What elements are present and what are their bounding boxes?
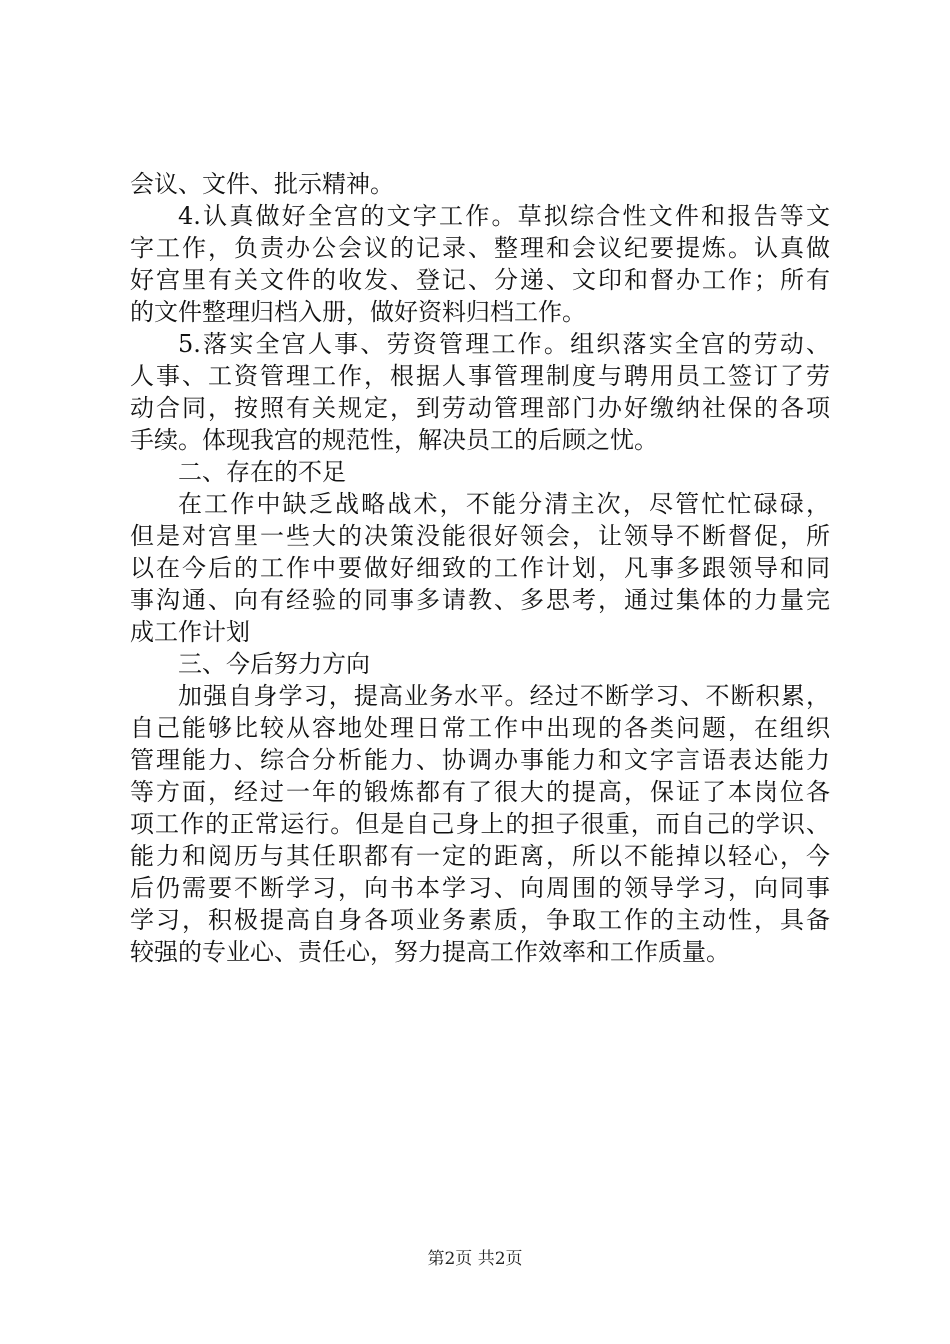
text-line: 学习，积极提高自身各项业务素质，争取工作的主动性，具备 (130, 906, 830, 934)
text-line: 项工作的正常运行。但是自己身上的担子很重，而自己的学识、 (130, 810, 830, 838)
text-line: 字工作，负责办公会议的记录、整理和会议纪要提炼。认真做 (130, 234, 830, 262)
text-line: 会议、文件、批示精神。 (130, 170, 394, 198)
text-line: 等方面，经过一年的锻炼都有了很大的提高，保证了本岗位各 (130, 778, 830, 806)
text-line: 但是对宫里一些大的决策没能很好领会，让领导不断督促，所 (130, 522, 830, 550)
text-line: 好宫里有关文件的收发、登记、分递、文印和督办工作；所有 (130, 266, 830, 294)
text-line: 5.落实全宫人事、劳资管理工作。组织落实全宫的劳动、 (178, 330, 830, 358)
section-heading: 三、今后努力方向 (178, 650, 370, 678)
text-line: 的文件整理归档入册，做好资料归档工作。 (130, 298, 586, 326)
text-line: 动合同，按照有关规定，到劳动管理部门办好缴纳社保的各项 (130, 394, 830, 422)
text-line: 在工作中缺乏战略战术，不能分清主次，尽管忙忙碌碌， (178, 490, 830, 518)
text-line: 较强的专业心、责任心，努力提高工作效率和工作质量。 (130, 938, 730, 966)
text-line: 以在今后的工作中要做好细致的工作计划，凡事多跟领导和同 (130, 554, 830, 582)
section-heading: 二、存在的不足 (178, 458, 346, 486)
text-line: 能力和阅历与其任职都有一定的距离，所以不能掉以轻心，今 (130, 842, 830, 870)
text-line: 人事、工资管理工作，根据人事管理制度与聘用员工签订了劳 (130, 362, 830, 390)
text-line: 后仍需要不断学习，向书本学习、向周围的领导学习，向同事 (130, 874, 830, 902)
text-line: 管理能力、综合分析能力、协调办事能力和文字言语表达能力 (130, 746, 830, 774)
text-line: 手续。体现我宫的规范性，解决员工的后顾之忧。 (130, 426, 658, 454)
page-number-footer: 第2页 共2页 (427, 1249, 523, 1269)
text-line: 事沟通、向有经验的同事多请教、多思考，通过集体的力量完 (130, 586, 830, 614)
text-line: 加强自身学习，提高业务水平。经过不断学习、不断积累， (178, 682, 830, 710)
text-line: 成工作计划 (130, 618, 250, 646)
document-body (130, 168, 830, 968)
text-line: 4.认真做好全宫的文字工作。草拟综合性文件和报告等文 (178, 202, 830, 230)
text-line: 自己能够比较从容地处理日常工作中出现的各类问题，在组织 (130, 714, 830, 742)
